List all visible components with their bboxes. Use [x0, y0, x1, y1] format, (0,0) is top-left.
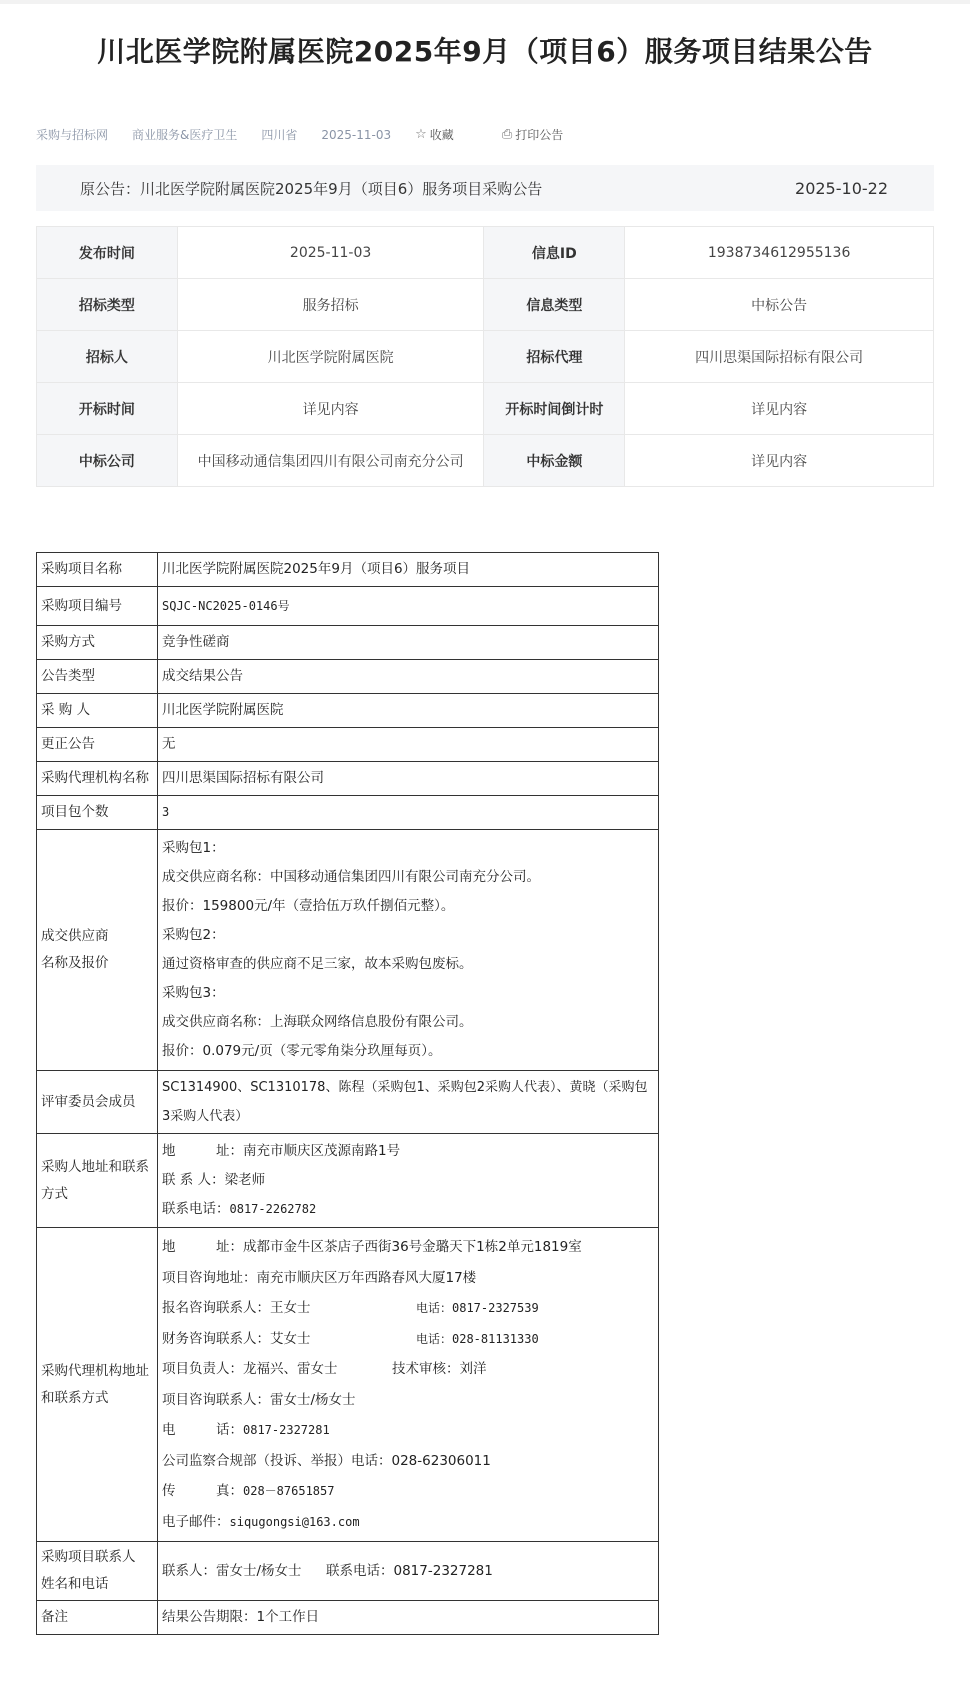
info-value: 中标公告	[625, 279, 934, 331]
info-value: 详见内容	[625, 435, 934, 487]
print-button[interactable]	[502, 126, 587, 143]
table-row	[37, 1071, 659, 1134]
field-key: 传 真：	[162, 1483, 243, 1499]
detail-key: 采购项目编号	[37, 587, 158, 626]
table-row	[37, 762, 659, 796]
contact-line: 项目咨询联系人：雷女士/杨女士	[162, 1391, 356, 1408]
table-row	[37, 796, 659, 830]
detail-key	[37, 1542, 158, 1601]
print-label: 打印公告	[515, 128, 564, 142]
table-row	[37, 553, 659, 587]
top-divider	[0, 0, 970, 4]
contact-line	[162, 1166, 654, 1195]
detail-key-line: 和联系方式	[41, 1389, 109, 1406]
table-row	[37, 728, 659, 762]
info-value: 详见内容	[177, 383, 484, 435]
info-key: 招标类型	[37, 279, 178, 331]
detail-key-line: 采购项目联系人	[41, 1549, 136, 1565]
field-value: 报名咨询联系人：王女士	[162, 1300, 311, 1316]
field-key: 联系电话：	[162, 1201, 230, 1217]
contact-line	[162, 1324, 654, 1355]
table-row	[37, 1134, 659, 1228]
field-value: 梁老师	[224, 1172, 266, 1188]
field-value: 028－87651857	[243, 1484, 335, 1498]
field-value: 成都市金牛区茶店子西街36号金璐天下1栋2单元1819室	[243, 1239, 582, 1255]
detail-key-line: 成交供应商	[41, 928, 109, 944]
info-key: 信息类型	[484, 279, 625, 331]
detail-value	[158, 1542, 659, 1601]
field-value: 0817-2327281	[243, 1423, 330, 1437]
favorite-label: 收藏	[429, 128, 454, 142]
contact-line	[162, 1476, 654, 1507]
supplier-line: 采购包3：	[162, 985, 225, 1001]
table-row	[37, 660, 659, 694]
field-value: 南充市顺庆区茂源南路1号	[243, 1143, 401, 1159]
detail-key	[37, 830, 158, 1071]
contact-line	[162, 1507, 654, 1538]
detail-value: 竞争性磋商	[158, 626, 659, 660]
contact-line	[162, 1354, 654, 1385]
supplier-line: 报价：159800元/年（壹拾伍万玖仟捌佰元整）。	[162, 898, 455, 914]
table-row	[37, 626, 659, 660]
star-icon: ☆	[415, 127, 427, 142]
supplier-line: 采购包1：	[162, 840, 225, 856]
detail-value: SQJC-NC2025-0146号	[158, 587, 659, 626]
detail-key-line: 采购人地址和联系	[41, 1158, 149, 1175]
supplier-line: 通过资格审查的供应商不足三家，故本采购包废标。	[162, 956, 473, 972]
supplier-line: 采购包2：	[162, 927, 225, 943]
detail-key: 采 购 人	[37, 694, 158, 728]
info-value: 详见内容	[625, 383, 934, 435]
table-row	[37, 227, 934, 279]
info-value: 中国移动通信集团四川有限公司南充分公司	[177, 435, 484, 487]
info-key: 中标金额	[484, 435, 625, 487]
table-row	[37, 331, 934, 383]
detail-key	[37, 1228, 158, 1542]
info-key: 招标人	[37, 331, 178, 383]
contact-line	[162, 1195, 654, 1224]
contact-line: 公司监察合规部（投诉、举报）电话：028-62306011	[162, 1452, 491, 1469]
table-row	[37, 1228, 659, 1542]
detail-value: 四川思渠国际招标有限公司	[158, 762, 659, 796]
contact-line	[162, 1293, 654, 1324]
email-link[interactable]: siqugongsi@163.com	[229, 1514, 360, 1529]
info-value: 四川思渠国际招标有限公司	[625, 331, 934, 383]
supplier-line: 成交供应商名称：上海联众网络信息股份有限公司。	[162, 1014, 473, 1030]
detail-key: 采购方式	[37, 626, 158, 660]
detail-key: 采购代理机构名称	[37, 762, 158, 796]
info-key: 开标时间	[37, 383, 178, 435]
detail-key: 评审委员会成员	[37, 1071, 158, 1134]
table-row	[37, 435, 934, 487]
table-row	[37, 830, 659, 1071]
table-row	[37, 694, 659, 728]
table-row	[37, 1542, 659, 1601]
field-value: 项目负责人：龙福兴、雷女士	[162, 1361, 338, 1377]
detail-value	[158, 1134, 659, 1228]
table-row	[37, 587, 659, 626]
field-key: 电子邮件：	[162, 1513, 230, 1530]
table-row	[37, 1601, 659, 1635]
committee-line: 3采购人代表）	[162, 1109, 249, 1124]
field-key: 联 系 人：	[162, 1172, 225, 1188]
info-value: 川北医学院附属医院	[177, 331, 484, 383]
detail-key-line: 采购代理机构地址	[41, 1362, 149, 1379]
info-key: 开标时间倒计时	[484, 383, 625, 435]
publish-date: 2025-11-03	[321, 127, 392, 142]
detail-value: 成交结果公告	[158, 660, 659, 694]
supplier-line: 报价：0.079元/页（零元零角柒分玖厘每页）。	[162, 1043, 442, 1059]
detail-value	[158, 1071, 659, 1134]
field-key: 电 话：	[162, 1422, 243, 1438]
detail-value: 川北医学院附属医院2025年9月（项目6）服务项目	[158, 553, 659, 587]
info-value: 193873461295513​6	[625, 227, 934, 279]
contact-line	[162, 1415, 654, 1446]
detail-key-line: 方式	[41, 1185, 68, 1202]
detail-key: 更正公告	[37, 728, 158, 762]
committee-line: SC1314900、SC1310178、陈程（采购包1、采购包2采购人代表）、黄晓（采购包	[162, 1080, 648, 1095]
contact-line	[162, 1137, 654, 1166]
original-notice-link[interactable]: 原公告：川北医学院附属医院2025年9月（项目6）服务项目采购公告	[80, 179, 543, 198]
field-value: 0817-2262782	[229, 1202, 317, 1216]
province-link[interactable]: 四川省	[261, 128, 298, 142]
info-key: 中标公司	[37, 435, 178, 487]
detail-key: 采购项目名称	[37, 553, 158, 587]
site-link[interactable]: 采购与招标网	[36, 128, 109, 142]
detail-value: 无	[158, 728, 659, 762]
info-table	[36, 226, 934, 487]
detail-key: 公告类型	[37, 660, 158, 694]
field-value: 技术审核：刘洋	[392, 1361, 487, 1377]
detail-value: 3	[158, 796, 659, 830]
field-value: 联系人：雷女士/杨女士	[162, 1562, 302, 1579]
printer-icon: ⎙	[501, 127, 513, 142]
favorite-button[interactable]	[415, 126, 478, 143]
info-key: 招标代理	[484, 331, 625, 383]
detail-value	[158, 830, 659, 1071]
field-key: 地 址：	[162, 1143, 243, 1159]
field-value: 财务咨询联系人：艾女士	[162, 1330, 311, 1347]
detail-key: 备注	[37, 1601, 158, 1635]
info-key: 发布时间	[37, 227, 178, 279]
detail-key: 项目包个数	[37, 796, 158, 830]
table-row	[37, 279, 934, 331]
detail-value: 川北医学院附属医院	[158, 694, 659, 728]
detail-key	[37, 1134, 158, 1228]
contact-line: 项目咨询地址：南充市顺庆区万年西路春风大厦17楼	[162, 1269, 477, 1286]
original-notice-date: 2025-10-22	[795, 178, 888, 198]
supplier-line: 成交供应商名称：中国移动通信集团四川有限公司南充分公司。	[162, 869, 540, 885]
info-value: 服务招标	[177, 279, 484, 331]
field-value: 电话：0817-2327539	[416, 1301, 539, 1315]
category-link[interactable]: 商业服务&医疗卫生	[132, 128, 238, 142]
page-title: 川北医学院附属医院2025年9月（项目6）服务项目结果公告	[97, 35, 873, 68]
detail-value: 结果公告期限：1个工作日	[158, 1601, 659, 1635]
detail-table	[36, 552, 659, 1635]
info-value: 2025-11-03	[177, 227, 484, 279]
detail-key-line: 姓名和电话	[41, 1576, 109, 1592]
meta-bar	[36, 126, 611, 143]
field-value: 电话：028-81131330	[416, 1331, 539, 1346]
field-key: 地 址：	[162, 1239, 243, 1255]
detail-key-line: 名称及报价	[41, 955, 109, 971]
info-key: 信息ID	[484, 227, 625, 279]
original-notice-bar[interactable]	[36, 165, 934, 211]
table-row	[37, 383, 934, 435]
detail-value	[158, 1228, 659, 1542]
contact-line	[162, 1232, 654, 1263]
field-value: 联系电话：0817-2327281	[326, 1562, 493, 1579]
